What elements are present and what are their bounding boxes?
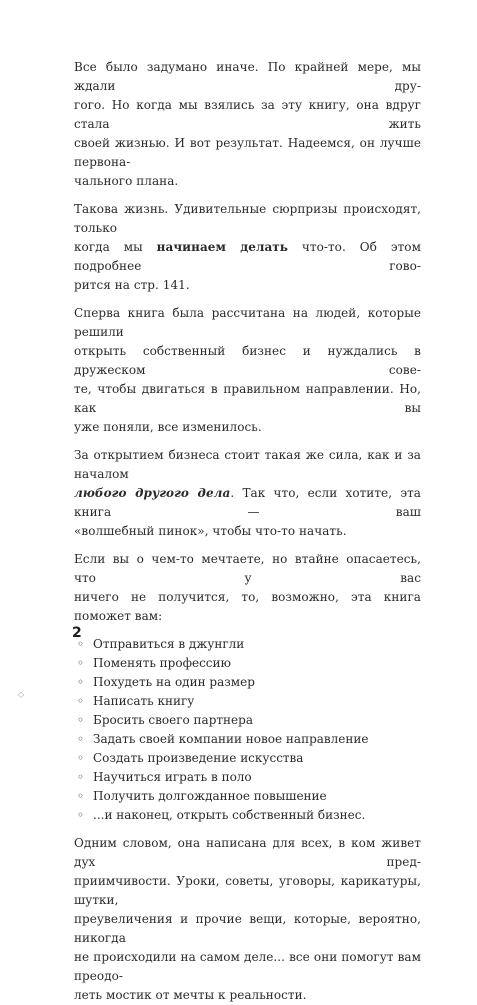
bullet-icon: ◦ xyxy=(77,637,85,651)
list-item xyxy=(74,806,421,825)
list-item-label: ...и наконец, открыть собственный бизнес. xyxy=(93,808,366,822)
bullet-icon: ◦ xyxy=(77,808,85,822)
paragraph-life xyxy=(74,200,421,295)
list-item-label: Бросить своего партнера xyxy=(93,713,253,727)
bold-phrase: начинаем делать xyxy=(156,240,288,254)
text-line-mixed xyxy=(74,484,421,522)
list-item-label: Получить долгожданное повышение xyxy=(93,789,327,803)
text-segment: что-то. Об этом подробнее гово- xyxy=(74,240,421,273)
bullet-icon: ◦ xyxy=(77,770,85,784)
text-segment: когда мы xyxy=(74,240,157,254)
text-line: ничего не получится, то, возможно, эта книга поможет вам: xyxy=(74,590,421,623)
list-item-label: Отправиться в джунгли xyxy=(93,637,245,651)
text-line: гого. Но когда мы взялись за эту книгу, она вдруг стала жить xyxy=(74,98,421,131)
bold-italic-phrase: любого другого дела xyxy=(74,486,231,500)
list-item xyxy=(74,749,421,768)
list-item-label: Научиться играть в поло xyxy=(93,770,252,784)
text-line: Такова жизнь. Удивительные сюрпризы происходят, только xyxy=(74,202,421,235)
list-item-label: Поменять профессию xyxy=(93,656,231,670)
list-item xyxy=(74,673,421,692)
list-item xyxy=(74,711,421,730)
text-line: те, чтобы двигаться в правильном направлении. Но, как вы xyxy=(74,382,421,415)
paragraph-business xyxy=(74,446,421,541)
list-item xyxy=(74,730,421,749)
list-item xyxy=(74,787,421,806)
text-line: Если вы о чем-то мечтаете, но втайне опасаетесь, что у вас xyxy=(74,552,421,585)
text-line: уже поняли, все изменилось. xyxy=(74,420,262,434)
text-line: приимчивости. Уроки, советы, уговоры, карикатуры, шутки, xyxy=(74,874,421,907)
list-item xyxy=(74,654,421,673)
text-line: Одним словом, она написана для всех, в ком живет дух пред- xyxy=(74,836,421,869)
text-segment: . Так что, если хотите, эта книга — ваш xyxy=(74,486,421,519)
bullet-icon: ◦ xyxy=(77,713,85,727)
list-item-label: Написать книгу xyxy=(93,694,195,708)
bullet-icon: ◦ xyxy=(77,675,85,689)
text-line: Сперва книга была рассчитана на людей, которые решили xyxy=(74,306,421,339)
page-number: 2 xyxy=(72,625,82,641)
corner-mark: ◇ xyxy=(18,690,25,699)
paragraph-audience xyxy=(74,304,421,437)
list-item xyxy=(74,692,421,711)
list-item-label: Задать своей компании новое направление xyxy=(93,732,369,746)
text-line-mixed xyxy=(74,238,421,276)
list-item-label: Создать произведение искусства xyxy=(93,751,304,765)
text-line: Все было задумано иначе. По крайней мере, мы ждали дру- xyxy=(74,60,421,93)
list-item xyxy=(74,635,421,654)
text-line: открыть собственный бизнес и нуждались в дружеском сове- xyxy=(74,344,421,377)
paragraph-closing xyxy=(74,834,421,1005)
bullet-icon: ◦ xyxy=(77,751,85,765)
text-line: преувеличения и прочие вещи, которые, вероятно, никогда xyxy=(74,912,421,945)
list-item-label: Похудеть на один размер xyxy=(93,675,255,689)
list-item xyxy=(74,768,421,787)
bullet-icon: ◦ xyxy=(77,694,85,708)
bullet-icon: ◦ xyxy=(77,656,85,670)
text-line: леть мостик от мечты к реальности. xyxy=(74,988,307,1002)
paragraph-dreams xyxy=(74,550,421,626)
text-line: своей жизнью. И вот результат. Надеемся, он лучше первона- xyxy=(74,136,421,169)
paragraph-intro xyxy=(74,58,421,191)
text-line: рится на стр. 141. xyxy=(74,278,190,292)
bullet-icon: ◦ xyxy=(77,732,85,746)
text-line: За открытием бизнеса стоит такая же сила, как и за началом xyxy=(74,448,421,481)
text-line: «волшебный пинок», чтобы что-то начать. xyxy=(74,524,347,538)
text-line: не происходили на самом деле... все они помогут вам преодо- xyxy=(74,950,421,983)
goals-list xyxy=(74,635,421,825)
bullet-icon: ◦ xyxy=(77,789,85,803)
text-line: чального плана. xyxy=(74,174,179,188)
